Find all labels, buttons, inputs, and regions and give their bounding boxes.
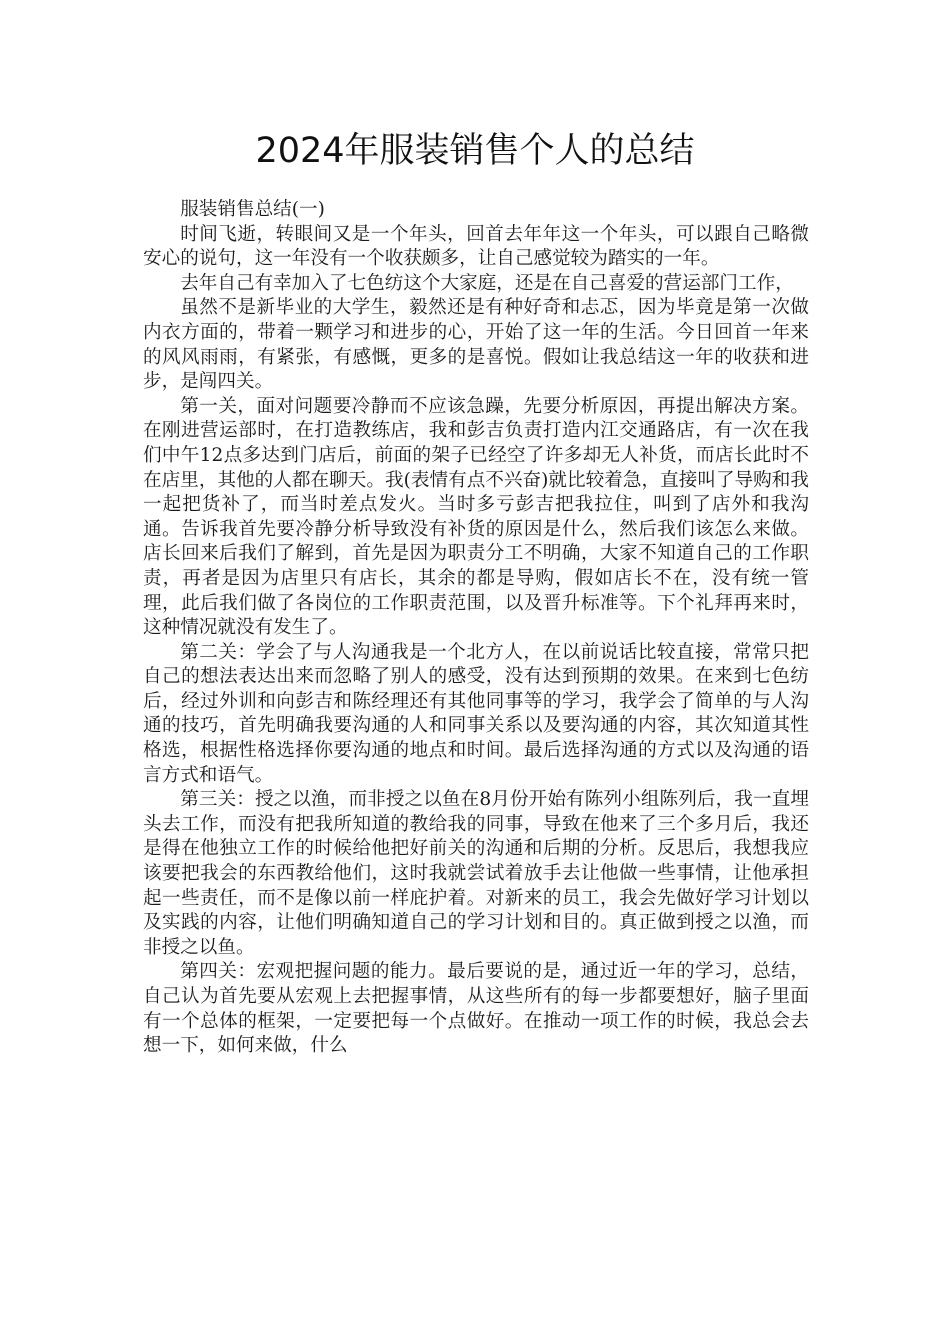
paragraph-intro: 时间飞逝，转眼间又是一个年头，回首去年年这一个年头，可以跟自己略微安心的说句，这一年没有一个收获颇多，让自己感觉较为踏实的一年。 [143,223,809,270]
document-title: 2024年服装销售个人的总结 [255,131,695,171]
paragraph-stage-four: 第四关：宏观把握问题的能力。最后要说的是，通过近一年的学习，总结，自己认为首先要从宏观上去把握事情，从这些所有的每一步都要想好，脑子里面有一个总体的框架，一定要把每一个点做好。在推动一项工作的时候，我总会去想一下，如何来做，什么 [143,961,809,1057]
paragraph-stage-three: 第三关：授之以渔，而非授之以鱼在8月份开始有陈列小组陈列后，我一直埋头去工作，而没有把我所知道的教给我的同事，导致在他来了三个多月后，我还是得在他独立工作的时候给他把好前关的沟通和后期的分析。反思后，我想我应该要把我会的东西教给他们，这时我就尝试着放手去让他做一些事情，让他承担起一些责任，而不是像以前一样庇护着。对新来的员工，我会先做好学习计划以及实践的内容，让他们明确知道自己的学习计划和目的。真正做到授之以渔，而非授之以鱼。 [143,789,809,958]
paragraph-stage-two: 第二关：学会了与人沟通我是一个北方人，在以前说话比较直接，常常只把自己的想法表达出来而忽略了别人的感受，没有达到预期的效果。在来到七色纺后，经过外训和向彭吉和陈经理还有其他同事等的学习，我学会了简单的与人沟通的技巧，首先明确我要沟通的人和同事关系以及要沟通的内容，其次知道其性格选，根据性格选择你要沟通的地点和时间。最后选择沟通的方式以及沟通的语言方式和语气。 [143,641,809,786]
document-body [143,198,809,1059]
section-heading: 服装销售总结(一) [180,199,325,220]
paragraph-joining: 去年自己有幸加入了七色纺这个大家庭，还是在自己喜爱的营运部门工作， [180,272,794,294]
paragraph-stage-one: 第一关，面对问题要冷静而不应该急躁，先要分析原因，再提出解决方案。在刚进营运部时，在打造教练店，我和彭吉负责打造内江交通路店，有一次在我们中午12点多达到门店后，前面的架子已经空了许多却无人补货，而店长此时不在店里，其他的人都在聊天。我(表情有点不兴奋)就比较着急，直接叫了导购和我一起把货补了，而当时差点发火。当时多亏彭吉把我拉住，叫到了店外和我沟通。告诉我首先要冷静分析导致没有补货的原因是什么，然后我们该怎么来做。店长回来后我们了解到，首先是因为职责分工不明确，大家不知道自己的工作职责，再者是因为店里只有店长，其余的都是导购，假如店长不在，没有统一管理，此后我们做了各岗位的工作职责范围，以及晋升标准等。下个礼拜再来时，这种情况就没有发生了。 [143,395,809,639]
paragraph-first-year: 虽然不是新毕业的大学生，毅然还是有种好奇和忐忑，因为毕竟是第一次做内衣方面的，带着一颗学习和进步的心，开始了这一年的生活。今日回首一年来的风风雨雨，有紧张，有感慨，更多的是喜悦。假如让我总结这一年的收获和进步，是闯四关。 [143,297,809,393]
